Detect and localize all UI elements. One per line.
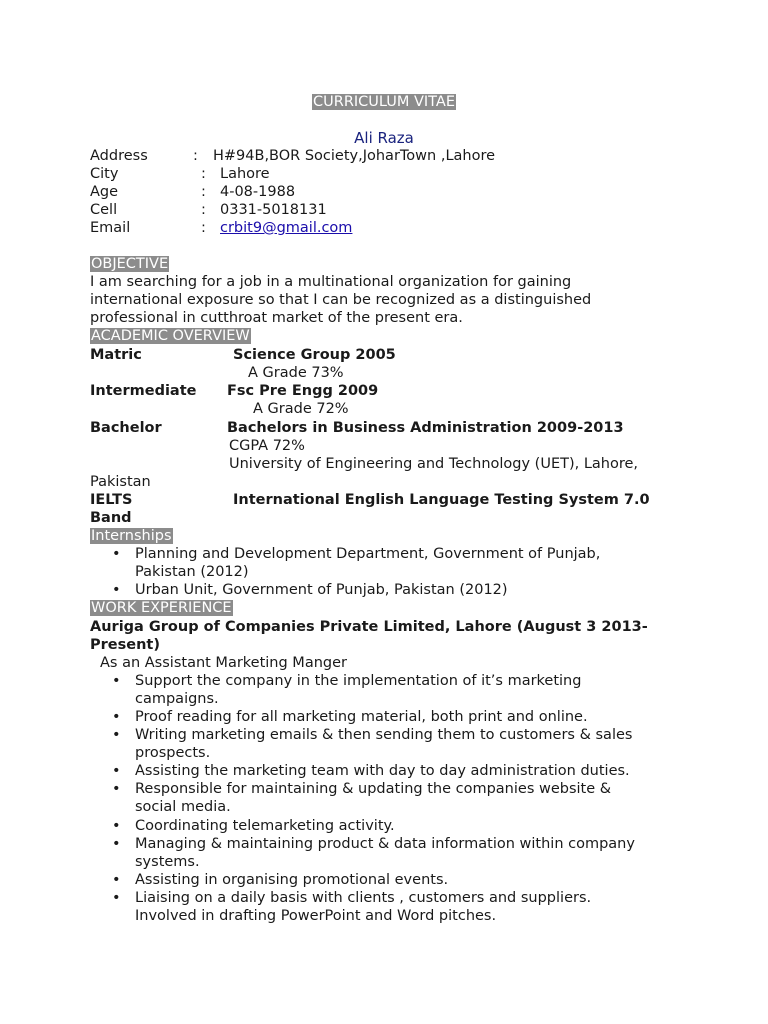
bullet-icon: •: [112, 836, 121, 852]
duty-3-line-1: Writing marketing emails & then sending them to customers & sales: [135, 727, 633, 743]
bullet-icon: •: [112, 781, 121, 797]
bachelor-label: Bachelor: [90, 420, 162, 436]
duty-5-line-2: social media.: [135, 799, 231, 815]
internships-heading-text: Internships: [91, 528, 172, 544]
city-colon: :: [201, 166, 206, 182]
duty-8: Assisting in organising promotional events.: [135, 872, 449, 888]
intermediate-label: Intermediate: [90, 383, 197, 399]
duty-3-line-2: prospects.: [135, 745, 211, 761]
bullet-icon: •: [112, 872, 121, 888]
work-heading: [90, 599, 233, 617]
objective-line-1: I am searching for a job in a multinational organization for gaining: [90, 274, 572, 290]
bullet-icon: •: [112, 763, 121, 779]
cv-title-text: CURRICULUM VITAE: [313, 94, 455, 110]
internships-heading: [90, 527, 173, 545]
duty-2: Proof reading for all marketing material, both print and online.: [135, 709, 588, 725]
bullet-icon: •: [112, 727, 121, 743]
age-value: 4-08-1988: [220, 184, 296, 200]
internship-1-line-1: Planning and Development Department, Government of Punjab,: [135, 546, 601, 562]
bachelor-cgpa: CGPA 72%: [229, 438, 305, 454]
bachelor-value: Bachelors in Business Administration 2009-2013: [227, 420, 624, 436]
ielts-label: IELTS: [90, 492, 133, 508]
address-colon: :: [193, 148, 198, 164]
address-label: Address: [90, 148, 148, 164]
cell-value: 0331-5018131: [220, 202, 327, 218]
matric-grade: A Grade 73%: [248, 365, 344, 381]
academic-heading: [90, 327, 251, 345]
duty-5-line-1: Responsible for maintaining & updating the companies website &: [135, 781, 612, 797]
objective-line-2: international exposure so that I can be recognized as a distinguished: [90, 292, 592, 308]
age-label: Age: [90, 184, 119, 200]
email-label: Email: [90, 220, 131, 236]
cell-label: Cell: [90, 202, 118, 218]
work-heading-text: WORK EXPERIENCE: [91, 600, 232, 616]
duty-9-line-1: Liaising on a daily basis with clients , customers and suppliers.: [135, 890, 592, 906]
duty-7-line-2: systems.: [135, 854, 200, 870]
ielts-value: International English Language Testing System 7.0: [233, 492, 650, 508]
duty-6: Coordinating telemarketing activity.: [135, 818, 395, 834]
email-colon: :: [201, 220, 206, 236]
bachelor-country: Pakistan: [90, 474, 151, 490]
bullet-icon: •: [112, 709, 121, 725]
duty-1-line-2: campaigns.: [135, 691, 219, 707]
academic-heading-text: ACADEMIC OVERVIEW: [91, 328, 250, 344]
duty-7-line-1: Managing & maintaining product & data information within company: [135, 836, 635, 852]
bullet-icon: •: [112, 546, 121, 562]
ielts-band: Band: [90, 510, 132, 526]
internship-1-line-2: Pakistan (2012): [135, 564, 249, 580]
intermediate-grade: A Grade 72%: [253, 401, 349, 417]
cv-title: [0, 93, 768, 111]
address-value: H#94B,BOR Society,JoharTown ,Lahore: [213, 148, 496, 164]
bachelor-university: University of Engineering and Technology (UET), Lahore,: [229, 456, 639, 472]
age-colon: :: [201, 184, 206, 200]
bullet-icon: •: [112, 582, 121, 598]
internship-2: Urban Unit, Government of Punjab, Pakistan (2012): [135, 582, 508, 598]
duty-4: Assisting the marketing team with day to day administration duties.: [135, 763, 630, 779]
email-link[interactable]: crbit9@gmail.com: [220, 220, 353, 236]
matric-value: Science Group 2005: [233, 347, 396, 363]
matric-label: Matric: [90, 347, 142, 363]
objective-line-3: professional in cutthroat market of the present era.: [90, 310, 463, 326]
bullet-icon: •: [112, 818, 121, 834]
job-role: As an Assistant Marketing Manger: [100, 655, 347, 671]
objective-heading-text: OBJECTIVE: [91, 256, 169, 272]
company-line-1: Auriga Group of Companies Private Limited, Lahore (August 3 2013-: [90, 619, 648, 635]
city-value: Lahore: [220, 166, 270, 182]
intermediate-value: Fsc Pre Engg 2009: [227, 383, 379, 399]
objective-heading: [90, 255, 169, 273]
city-label: City: [90, 166, 119, 182]
company-line-2: Present): [90, 637, 160, 653]
candidate-name: Ali Raza: [354, 129, 414, 147]
duty-1-line-1: Support the company in the implementation of it’s marketing: [135, 673, 582, 689]
cell-colon: :: [201, 202, 206, 218]
bullet-icon: •: [112, 890, 121, 906]
duty-9-line-2: Involved in drafting PowerPoint and Word pitches.: [135, 908, 497, 924]
bullet-icon: •: [112, 673, 121, 689]
